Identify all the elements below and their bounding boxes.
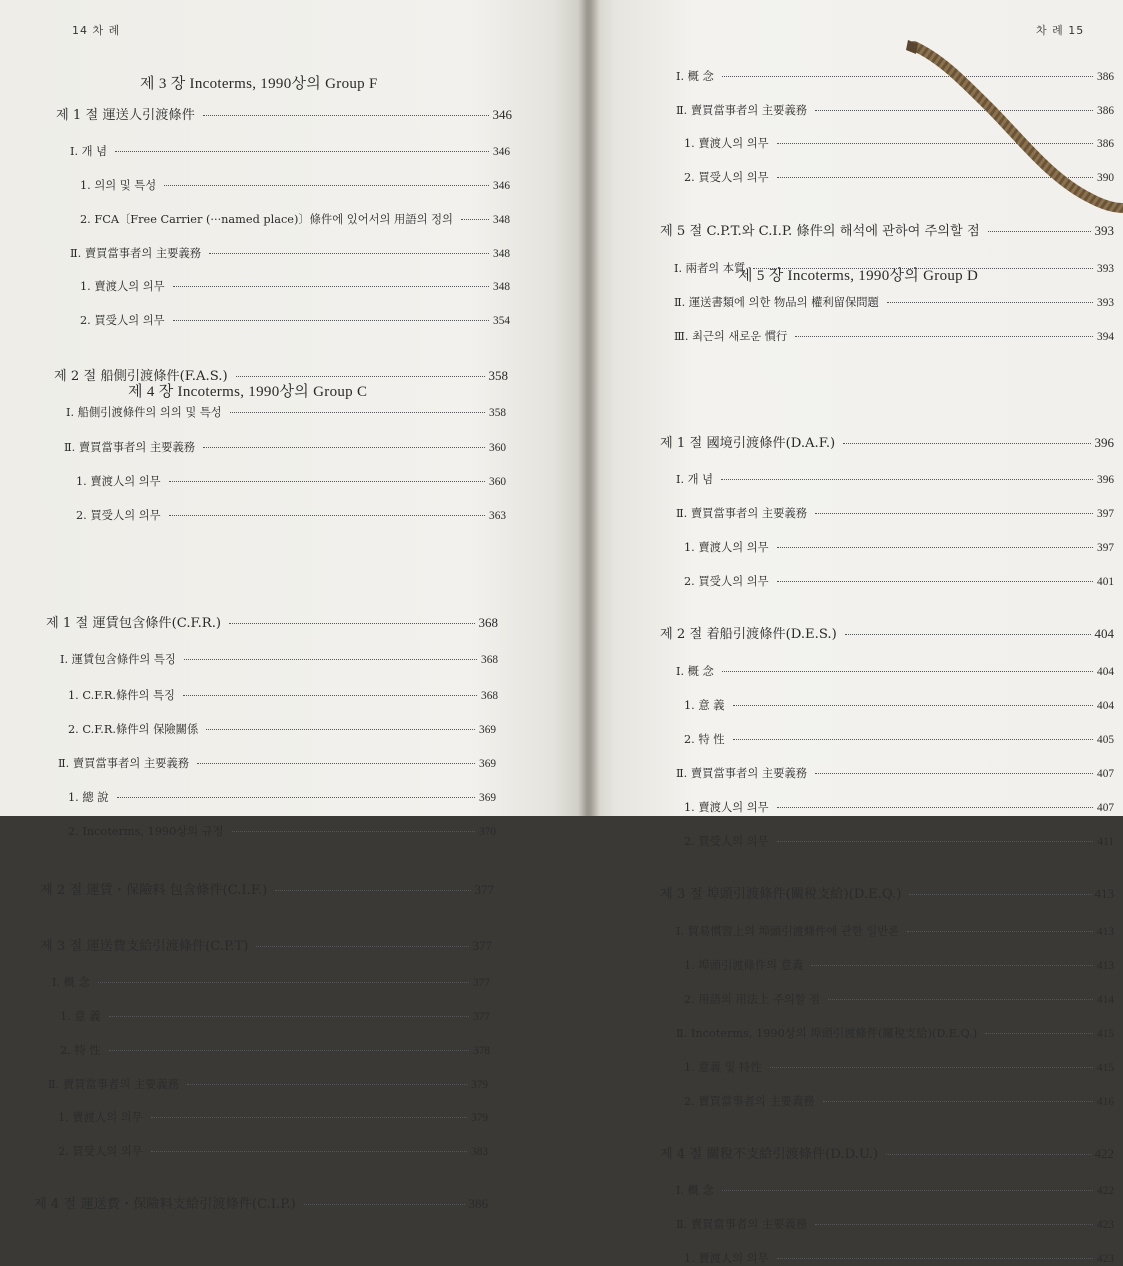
toc-entry-title: Ⅰ. 概 念 [676, 665, 714, 678]
toc-entry-title: Ⅰ. 概 念 [52, 976, 90, 989]
toc-entry-row [70, 143, 510, 159]
dot-leader [733, 705, 1093, 706]
toc-entry-title: 제 2 절 運賃・保險料 包含條件(C.I.F.) [40, 883, 268, 898]
dot-leader [230, 412, 485, 413]
bookmark-ribbon [900, 38, 1123, 228]
toc-page-number: 363 [489, 510, 506, 522]
toc-page-number: 413 [1094, 886, 1114, 901]
toc-page-number: 379 [471, 1112, 488, 1124]
chapter-heading: 제 3 장 Incoterms, 1990상의 Group F [140, 76, 378, 92]
toc-entry-title: Ⅲ. 최근의 새로운 慣行 [674, 330, 788, 343]
dot-leader [109, 1050, 469, 1051]
toc-entry-row [684, 957, 1114, 973]
toc-entry-title: Ⅰ. 개 념 [70, 145, 108, 158]
dot-leader [843, 443, 1090, 444]
toc-entry-title: Ⅱ. 賣買當事者의 主要義務 [64, 441, 196, 454]
toc-entry-row [80, 177, 510, 193]
toc-page-number: 360 [489, 476, 506, 488]
toc-entry-row [676, 765, 1114, 781]
toc-page-number: 413 [1097, 926, 1114, 938]
toc-entry-title: Ⅰ. 개 념 [676, 473, 714, 486]
toc-page-number: 404 [1094, 626, 1114, 641]
toc-entry-row [676, 1182, 1114, 1198]
toc-entry-row [80, 312, 510, 328]
toc-page-number: 378 [473, 1045, 490, 1057]
dot-leader [115, 151, 489, 152]
toc-entry-title: 1. 總 說 [68, 791, 109, 804]
toc-entry-title: 제 3 절 埠頭引渡條件(關稅支給)(D.E.Q.) [660, 887, 902, 902]
toc-section-row [660, 883, 1114, 902]
toc-entry-title: 제 5 절 C.P.T.와 C.I.P. 條件의 해석에 관하여 주의할 점 [660, 224, 980, 239]
dot-leader [206, 729, 475, 730]
toc-page-number: 377 [472, 938, 492, 953]
toc-page-number: 397 [1097, 542, 1114, 554]
toc-entry-row [684, 573, 1114, 589]
toc-page-number: 414 [1097, 994, 1114, 1006]
toc-page-number: 404 [1097, 700, 1114, 712]
toc-page-number: 348 [493, 281, 510, 293]
toc-entry-row [52, 974, 490, 990]
toc-entry-row [676, 663, 1114, 679]
toc-page-number: 386 [468, 1196, 488, 1211]
toc-page-number: 394 [1097, 331, 1114, 343]
toc-page-number: 368 [478, 615, 498, 630]
dot-leader [275, 890, 470, 891]
toc-entry-title: Ⅱ. 賣買當事者의 主要義務 [58, 757, 190, 770]
toc-entry-row [76, 473, 506, 489]
toc-entry-title: 1. C.F.R.條件의 특징 [68, 689, 175, 702]
toc-entry-row [684, 991, 1114, 1007]
toc-entry-title: 2. 特 性 [684, 733, 725, 746]
dot-leader [845, 634, 1091, 635]
toc-entry-title: Ⅱ. 賣買當事者의 主要義務 [676, 1218, 808, 1231]
toc-entry-title: 1. 賣渡人의 의무 [684, 801, 769, 814]
toc-page-number: 369 [479, 758, 496, 770]
toc-entry-title: 제 1 절 運送人引渡條件 [56, 108, 195, 123]
toc-page-number: 423 [1097, 1253, 1114, 1265]
toc-entry-title: Ⅱ. 賣買當事者의 主要義務 [70, 247, 202, 260]
toc-entry-title: 2. 買受人의 의무 [684, 835, 769, 848]
toc-page-number: 405 [1097, 734, 1114, 746]
toc-page-number: 423 [1097, 1219, 1114, 1231]
toc-entry-row [684, 1059, 1114, 1075]
toc-entry-row [58, 1143, 488, 1159]
toc-entry-row [676, 471, 1114, 487]
toc-page-number: 368 [481, 654, 498, 666]
dot-leader [985, 1033, 1093, 1034]
dot-leader [187, 1084, 467, 1085]
toc-entry-title: 2. 買受人의 의무 [684, 171, 769, 184]
dot-leader [722, 671, 1093, 672]
dot-leader [151, 1151, 467, 1152]
dot-leader [777, 581, 1093, 582]
toc-page-number: 393 [1097, 297, 1114, 309]
toc-entry-row [70, 245, 510, 261]
toc-entry-title: 2. 賣買當事者의 主要義務 [684, 1095, 815, 1108]
toc-entry-row [60, 651, 498, 667]
toc-section-row [660, 1143, 1114, 1162]
dot-leader [164, 185, 489, 186]
toc-entry-title: Ⅰ. 貿易慣習上의 埠頭引渡條件에 관한 일반론 [676, 925, 900, 938]
toc-page-number: 348 [493, 248, 510, 260]
toc-page-number: 360 [489, 442, 506, 454]
toc-entry-title: 1. 賣渡人의 의무 [58, 1111, 143, 1124]
toc-entry-title: Ⅰ. 概 念 [676, 1184, 714, 1197]
toc-entry-title: 2. 買受人의 의무 [58, 1145, 143, 1158]
dot-leader [777, 807, 1093, 808]
toc-entry-title: Ⅱ. Incoterms, 1990상의 埠頭引渡條件(關稅支給)(D.E.Q.) [676, 1027, 978, 1040]
toc-entry-title: 1. 意 義 [60, 1010, 101, 1023]
toc-page-number: 386 [1097, 71, 1114, 83]
toc-entry-title: Ⅰ. 概 念 [676, 70, 714, 83]
toc-page-number: 407 [1097, 802, 1114, 814]
toc-entry-row [684, 539, 1114, 555]
toc-entry-row [60, 1042, 490, 1058]
toc-page-number: 358 [489, 407, 506, 419]
dot-leader [777, 547, 1093, 548]
dot-leader [304, 1204, 465, 1205]
toc-page-number: 346 [493, 146, 510, 158]
dot-leader [169, 515, 485, 516]
toc-section-row [40, 879, 494, 898]
toc-page-number: 390 [1097, 172, 1114, 184]
toc-page-number: 346 [492, 107, 512, 122]
dot-leader [203, 115, 489, 116]
toc-page-number: 377 [473, 1011, 490, 1023]
toc-page-number: 369 [479, 792, 496, 804]
toc-section-row [34, 1193, 488, 1212]
dot-leader [183, 695, 477, 696]
dot-leader [795, 336, 1093, 337]
toc-page-number: 396 [1097, 474, 1114, 486]
dot-leader [828, 999, 1093, 1000]
toc-entry-row [674, 294, 1114, 310]
dot-leader [117, 797, 475, 798]
toc-entry-title: Ⅰ. 船側引渡條件의 의의 및 특성 [66, 406, 222, 419]
toc-entry-row [60, 1008, 490, 1024]
toc-entry-row [674, 328, 1114, 344]
toc-entry-title: 제 4 절 關稅不支給引渡條件(D.D.U.) [660, 1147, 879, 1162]
toc-entry-title: 1. 埠頭引渡條件의 意義 [684, 959, 804, 972]
toc-entry-title: 1. 意 義 [684, 699, 725, 712]
toc-page-number: 407 [1097, 768, 1114, 780]
toc-entry-title: 1. 의의 및 특성 [80, 179, 157, 192]
toc-page-number: 415 [1097, 1028, 1114, 1040]
toc-section-row [46, 612, 498, 631]
toc-entry-row [684, 697, 1114, 713]
dot-leader [98, 982, 469, 983]
toc-entry-title: 제 1 절 運賃包含條件(C.F.R.) [46, 616, 222, 631]
dot-leader [169, 481, 485, 482]
toc-entry-title: 1. 賣渡人의 의무 [76, 475, 161, 488]
dot-leader [777, 841, 1094, 842]
toc-entry-title: 2. 買受人의 의무 [76, 509, 161, 522]
toc-entry-title: 2. 買受人의 의무 [684, 575, 769, 588]
toc-entry-row [80, 211, 510, 227]
toc-entry-row [58, 755, 496, 771]
chapter-heading: 제 5 장 Incoterms, 1990상의 Group D [738, 268, 979, 284]
dot-leader [770, 1067, 1093, 1068]
dot-leader [815, 1224, 1093, 1225]
dot-leader [173, 320, 489, 321]
toc-entry-row [68, 823, 496, 839]
toc-entry-row [676, 1025, 1114, 1041]
toc-entry-row [80, 278, 510, 294]
dot-leader [109, 1016, 469, 1017]
dot-leader [988, 231, 1091, 232]
dot-leader [151, 1117, 467, 1118]
toc-page-number: 377 [474, 882, 494, 897]
dot-leader [256, 946, 468, 947]
toc-page-number: 368 [481, 690, 498, 702]
dot-leader [887, 302, 1093, 303]
toc-entry-row [76, 507, 506, 523]
toc-section-row [40, 935, 492, 954]
toc-page-number: 383 [471, 1146, 488, 1158]
toc-entry-title: 2. 用語의 用法上 주의할 점 [684, 993, 821, 1006]
toc-entry-title: Ⅱ. 賣買當事者의 主要義務 [676, 507, 808, 520]
toc-entry-title: 2. 買受人의 의무 [80, 314, 165, 327]
toc-entry-title: 제 1 절 國境引渡條件(D.A.F.) [660, 436, 836, 451]
dot-leader [722, 1190, 1093, 1191]
dot-leader [229, 623, 474, 624]
dot-leader [232, 831, 476, 832]
toc-page-number: 401 [1097, 576, 1114, 588]
toc-page-number: 404 [1097, 666, 1114, 678]
toc-entry-row [68, 721, 496, 737]
toc-entry-row [68, 789, 496, 805]
toc-section-row [660, 432, 1114, 451]
toc-entry-title: 1. 意義 및 特性 [684, 1061, 762, 1074]
toc-page-number: 416 [1097, 1096, 1114, 1108]
toc-entry-title: 제 2 절 着船引渡條件(D.E.S.) [660, 627, 837, 642]
toc-entry-title: 2. C.F.R.條件의 保險關係 [68, 723, 199, 736]
toc-entry-row [676, 505, 1114, 521]
toc-page-number: 415 [1097, 1062, 1114, 1074]
toc-page-number: 346 [493, 180, 510, 192]
toc-entry-row [676, 923, 1114, 939]
toc-section-row [56, 104, 512, 123]
toc-page-number: 354 [493, 315, 510, 327]
toc-entry-title: 제 2 절 船側引渡條件(F.A.S.) [54, 369, 228, 384]
toc-entry-title: 2. 特 性 [60, 1044, 101, 1057]
dot-leader [184, 659, 477, 660]
toc-entry-row [684, 731, 1114, 747]
right-page-header: 차 례 15 [1036, 24, 1085, 37]
dot-leader [811, 965, 1093, 966]
toc-page-number: 386 [1097, 105, 1114, 117]
toc-entry-row [48, 1076, 488, 1092]
dot-leader [886, 1154, 1090, 1155]
toc-page-number: 358 [488, 368, 508, 383]
toc-entry-title: Ⅰ. 運賃包含條件의 특징 [60, 653, 176, 666]
toc-entry-title: 제 3 절 運送費支給引渡條件(C.P.T) [40, 939, 249, 954]
toc-entry-title: 1. 賣渡人의 의무 [684, 137, 769, 150]
toc-entry-title: 1. 賣渡人의 의무 [684, 541, 769, 554]
dot-leader [907, 931, 1093, 932]
toc-page-number: 422 [1097, 1185, 1114, 1197]
toc-entry-title: Ⅰ. 兩者의 本質 [674, 262, 746, 275]
toc-entry-row [66, 404, 506, 420]
dot-leader [203, 447, 485, 448]
toc-page-number: 393 [1097, 263, 1114, 275]
toc-entry-title: 제 4 절 運送費・保險料支給引渡條件(C.I.P.) [34, 1197, 296, 1212]
toc-page-number: 393 [1094, 223, 1114, 238]
dot-leader [909, 894, 1090, 895]
toc-page-number: 422 [1094, 1146, 1114, 1161]
toc-entry-row [64, 439, 506, 455]
dot-leader [461, 219, 489, 220]
toc-entry-title: 2. Incoterms, 1990상의 규정 [68, 825, 224, 838]
toc-section-row [660, 623, 1114, 642]
dot-leader [236, 376, 485, 377]
toc-entry-title: 1. 賣渡人의 의무 [80, 280, 165, 293]
dot-leader [209, 253, 489, 254]
toc-entry-title: 2. FCA〔Free Carrier (···named place)〕條件에 있어서의 用語의 정의 [80, 213, 453, 226]
toc-entry-title: Ⅱ. 賣買當事者의 主要義務 [48, 1078, 180, 1091]
toc-page-number: 369 [479, 724, 496, 736]
toc-entry-title: Ⅱ. 賣買當事者의 主要義務 [676, 767, 808, 780]
toc-entry-row [684, 799, 1114, 815]
toc-page-number: 411 [1097, 836, 1114, 848]
book-gutter [578, 0, 600, 816]
left-page-header: 14 차 례 [72, 24, 121, 37]
toc-entry-row [676, 1216, 1114, 1232]
toc-page-number: 413 [1097, 960, 1114, 972]
toc-entry-row [58, 1109, 488, 1125]
toc-entry-row [68, 687, 498, 703]
dot-leader [197, 763, 475, 764]
chapter-heading: 제 4 장 Incoterms, 1990상의 Group C [128, 384, 368, 400]
dot-leader [815, 773, 1093, 774]
dot-leader [173, 286, 489, 287]
toc-page-number: 397 [1097, 508, 1114, 520]
toc-entry-title: 1. 賣渡人의 의무 [684, 1252, 769, 1265]
dot-leader [721, 479, 1093, 480]
toc-entry-row [684, 1250, 1114, 1266]
toc-page-number: 379 [471, 1079, 488, 1091]
toc-page-number: 377 [473, 977, 490, 989]
toc-page-number: 348 [493, 214, 510, 226]
toc-page-number: 386 [1097, 138, 1114, 150]
toc-entry-title: Ⅱ. 賣買當事者의 主要義務 [676, 104, 808, 117]
toc-page-number: 396 [1094, 435, 1114, 450]
dot-leader [777, 1258, 1093, 1259]
toc-entry-row [684, 833, 1114, 849]
toc-entry-title: Ⅱ. 運送書類에 의한 物品의 權利留保問題 [674, 296, 879, 309]
dot-leader [815, 513, 1093, 514]
toc-entry-row [684, 1093, 1114, 1109]
toc-page-number: 370 [479, 826, 496, 838]
dot-leader [733, 739, 1093, 740]
dot-leader [823, 1101, 1094, 1102]
